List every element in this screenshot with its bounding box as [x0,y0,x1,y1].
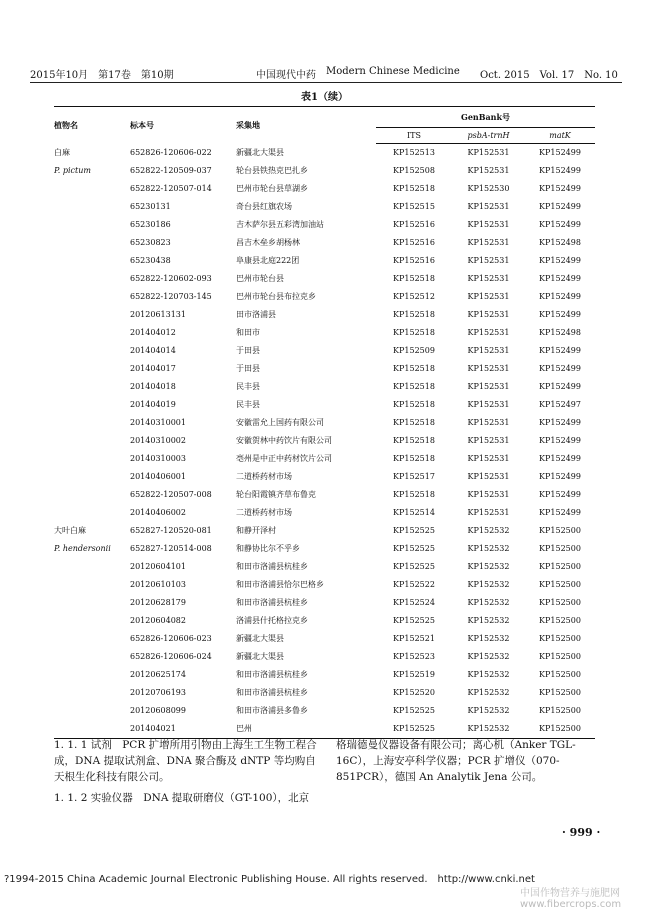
cell-its: KP152518 [393,364,435,373]
cell-its: KP152525 [393,526,435,535]
table-row [54,558,595,576]
cell-location: 和田市洛浦县恰尔巴格乡 [236,580,324,589]
cell-psba: KP152532 [467,526,510,535]
table-row [54,504,595,522]
cell-matk: KP152499 [539,202,581,211]
cell-specimen: 201404018 [130,382,176,391]
cell-plant: 白麻 [54,147,70,157]
cell-matk: KP152500 [539,670,581,679]
cell-its: KP152519 [393,670,435,679]
cell-location: 和田市洛浦县杭桂乡 [236,688,308,697]
cell-plant [54,288,130,306]
cell-specimen: 652822-120602-093 [130,274,212,283]
cell-specimen: 652826-120606-023 [130,634,212,643]
cell-plant [54,702,130,720]
cell-its: KP152517 [393,472,435,481]
cell-psba: KP152531 [467,472,510,481]
cell-its: KP152518 [393,436,435,445]
cell-psba: KP152532 [467,706,510,715]
cell-matk: KP152499 [539,454,581,463]
cell-matk: KP152497 [539,400,581,409]
cell-matk: KP152500 [539,544,581,553]
cell-its: KP152525 [376,720,452,739]
cell-plant [54,684,130,702]
cell-psba: KP152532 [452,720,525,739]
table-row [54,324,595,342]
cell-matk: KP152499 [539,346,581,355]
cell-location: 新疆北大渠县 [236,147,284,157]
cell-its: KP152518 [393,490,435,499]
table-row [54,594,595,612]
cell-its: KP152515 [393,202,435,211]
cell-psba: KP152532 [467,652,510,661]
cell-location: 轮台阳霞镇齐草布鲁克 [236,490,316,499]
cell-its: KP152513 [393,148,435,157]
cell-matk: KP152500 [539,652,581,661]
table-row [54,486,595,504]
cell-specimen: 652827-120520-081 [130,526,212,535]
cell-its: KP152518 [393,184,435,193]
cell-plant [54,630,130,648]
col-header-psba: psbA-trnH [452,128,525,144]
cell-psba: KP152531 [467,490,510,499]
table-row [54,720,595,739]
journal-cn: 中国现代中药 [256,70,316,81]
cell-psba: KP152531 [467,220,510,229]
cell-matk: KP152499 [539,148,581,157]
cell-psba: KP152531 [467,346,510,355]
cell-plant [54,198,130,216]
table-row [54,450,595,468]
cell-plant [54,216,130,234]
table-row [54,576,595,594]
table-row [54,216,595,234]
cell-specimen: 20140310002 [130,436,186,445]
cell-plant [54,612,130,630]
table-row [54,468,595,486]
cell-location: 田市洛浦县 [236,310,276,319]
cell-plant [54,396,130,414]
cell-plant [54,666,130,684]
cell-psba: KP152531 [467,382,510,391]
cell-specimen: 20120608099 [130,706,186,715]
cell-matk: KP152499 [539,220,581,229]
cell-location: 民丰县 [236,400,260,409]
cell-its: KP152508 [393,166,435,175]
table-row [54,540,595,558]
cell-location: 安徽雷允上国药有限公司 [236,418,324,427]
cell-specimen: 20140406002 [130,508,186,517]
cell-specimen: 20120604082 [130,616,186,625]
col-header-its: ITS [376,128,452,144]
cell-location: 亳州是中正中药材饮片公司 [236,454,332,463]
cell-plant [54,324,130,342]
cell-specimen: 652826-120606-022 [130,147,212,157]
table-row [54,630,595,648]
cell-specimen: 652826-120606-024 [130,652,212,661]
cell-matk: KP152498 [539,238,581,247]
cell-psba: KP152531 [467,256,510,265]
cell-psba: KP152531 [467,238,510,247]
cell-plant [54,504,130,522]
cell-its: KP152516 [393,256,435,265]
cell-psba: KP152531 [467,274,510,283]
cell-matk: KP152500 [539,616,581,625]
cell-matk: KP152499 [539,418,581,427]
cell-specimen: 20140310001 [130,418,186,427]
cell-its: KP152525 [393,616,435,625]
cell-specimen: 20120604101 [130,562,186,571]
cell-matk: KP152500 [539,562,581,571]
cell-matk: KP152499 [539,256,581,265]
cell-specimen: 20120613131 [130,310,186,319]
issue-en: Oct. 2015 Vol. 17 No. 10 [480,70,618,81]
cell-specimen: 652827-120514-008 [130,544,212,553]
table-row [54,162,595,180]
cell-plant [54,306,130,324]
right-paragraph-1: 格瑞德曼仪器设备有限公司；离心机（Anker TGL-16C），上海安亭科学仪器；PCR 扩增仪（070-851PCR），德国 An Analytik Jena 公司。 [336,739,576,783]
header-rule [30,82,622,83]
cell-its: KP152518 [393,274,435,283]
cell-specimen: 20140406001 [130,472,186,481]
cell-psba: KP152531 [467,436,510,445]
cell-matk: KP152498 [539,328,581,337]
cell-psba: KP152531 [467,328,510,337]
col-header-genbank: GenBank号 [376,107,595,128]
table-row [54,180,595,198]
cell-specimen: 65230438 [130,256,171,265]
page-number: · 999 · [562,826,601,839]
data-table [54,106,595,739]
table-row [54,360,595,378]
cell-psba: KP152531 [467,508,510,517]
cell-specimen: 20120628179 [130,598,186,607]
cell-location: 二道桥药材市场 [236,508,292,517]
cell-its: KP152518 [393,418,435,427]
cell-plant [54,234,130,252]
cell-psba: KP152531 [467,364,510,373]
cell-psba: KP152532 [467,544,510,553]
cell-psba: KP152532 [467,598,510,607]
cell-matk: KP152500 [525,720,595,739]
cell-psba: KP152532 [467,562,510,571]
cell-matk: KP152500 [539,634,581,643]
cell-its: KP152525 [393,544,435,553]
cell-its: KP152518 [393,400,435,409]
cell-location: 巴州市轮台县草湖乡 [236,184,308,193]
cell-location: 和田市洛浦县杭桂乡 [236,598,308,607]
cell-its: KP152525 [393,562,435,571]
cell-location: 于田县 [236,364,260,373]
cell-matk: KP152500 [539,688,581,697]
cell-psba: KP152531 [467,454,510,463]
cell-location: 和田市洛浦县杭桂乡 [236,562,308,571]
table-row [54,702,595,720]
cell-matk: KP152500 [539,706,581,715]
footer-copyright: ?1994-2015 China Academic Journal Electronic Publishing House. All rights reserved. http://www.cnki.net [4,874,535,885]
cell-its: KP152524 [393,598,435,607]
cell-specimen: 65230186 [130,220,171,229]
cell-plant [54,648,130,666]
cell-plant [54,342,130,360]
cell-psba: KP152531 [467,148,510,157]
cell-location: 奇台县红旗农场 [236,202,292,211]
cell-plant [54,414,130,432]
cell-matk: KP152499 [539,490,581,499]
cell-matk: KP152499 [539,508,581,517]
cell-location: 和静开泽村 [236,526,276,535]
cell-plant [54,576,130,594]
issue-cn: 2015年10月 第17卷 第10期 [30,70,174,81]
table-row [54,432,595,450]
table-row [54,666,595,684]
cell-psba: KP152531 [467,202,510,211]
cell-plant [54,450,130,468]
cell-its: KP152518 [393,328,435,337]
cell-location: 巴州市轮台县布拉克乡 [236,292,316,301]
cell-specimen: 20120625174 [130,670,186,679]
cell-specimen: 201404012 [130,328,176,337]
cell-specimen: 201404021 [130,720,236,739]
cell-its: KP152518 [393,310,435,319]
cell-matk: KP152500 [539,598,581,607]
cell-psba: KP152532 [467,670,510,679]
table-row [54,522,595,540]
table-row [54,234,595,252]
cell-specimen: 652822-120703-145 [130,292,212,301]
table-row [54,378,595,396]
table-row [54,198,595,216]
cell-matk: KP152499 [539,472,581,481]
cell-psba: KP152532 [467,688,510,697]
cell-its: KP152516 [393,220,435,229]
cell-matk: KP152499 [539,292,581,301]
cell-plant [54,252,130,270]
cell-plant [54,378,130,396]
cell-specimen: 652822-120507-008 [130,490,212,499]
cell-plant [54,594,130,612]
table-caption: 表1（续） [301,92,348,103]
cell-specimen: 65230823 [130,238,171,247]
cell-location: 阜康县北庭222团 [236,256,300,265]
cell-psba: KP152532 [467,616,510,625]
col-header-plant: 植物名 [54,120,78,131]
running-header [30,66,622,82]
cell-plant [54,558,130,576]
col-header-matk: matK [525,128,595,144]
table-row [54,414,595,432]
col-header-specimen: 标本号 [130,120,154,131]
cell-location: 吉木萨尔县五彩湾加油站 [236,220,324,229]
cell-location: 洛浦县什托格拉克乡 [236,616,308,625]
cell-location: 于田县 [236,346,260,355]
cell-location: 安徽贺林中药饮片有限公司 [236,436,332,445]
cell-psba: KP152532 [467,580,510,589]
cell-specimen: 20120706193 [130,688,186,697]
col-header-location: 采集地 [236,120,260,131]
cell-specimen: 201404017 [130,364,176,373]
cell-location: 二道桥药材市场 [236,472,292,481]
watermark: 中国作物营养与施肥网 www.fibercrops.com [520,888,622,910]
cell-plant: 大叶白麻 [54,526,86,535]
cell-matk: KP152500 [539,580,581,589]
cell-matk: KP152499 [539,166,581,175]
table-row [54,342,595,360]
cell-its: KP152518 [393,454,435,463]
cell-location: 和田市 [236,328,260,337]
cell-plant [54,432,130,450]
table-row [54,288,595,306]
cell-specimen: 65230131 [130,202,171,211]
cell-its: KP152523 [393,652,435,661]
cell-matk: KP152499 [539,436,581,445]
cell-its: KP152514 [393,508,435,517]
table-row [54,684,595,702]
cell-plant: P. pictum [54,166,91,175]
cell-its: KP152518 [393,382,435,391]
cell-psba: KP152531 [467,400,510,409]
cell-plant [54,270,130,288]
cell-psba: KP152531 [467,166,510,175]
table-row [54,612,595,630]
cell-matk: KP152499 [539,184,581,193]
cell-location: 和田市洛浦县多鲁乡 [236,706,308,715]
table-row [54,396,595,414]
cell-specimen: 20140310003 [130,454,186,463]
cell-psba: KP152530 [467,184,510,193]
cell-location: 新疆北大渠县 [236,634,284,643]
cell-specimen: 652822-120507-014 [130,184,212,193]
table-row [54,306,595,324]
cell-psba: KP152532 [467,634,510,643]
cell-specimen: 652822-120509-037 [130,166,212,175]
cell-its: KP152525 [393,706,435,715]
table-row [54,252,595,270]
cell-matk: KP152499 [539,310,581,319]
table-row [54,144,595,163]
cell-location: 新疆北大渠县 [236,652,284,661]
cell-matk: KP152499 [539,364,581,373]
cell-its: KP152512 [393,292,435,301]
cell-plant [54,486,130,504]
table-row [54,648,595,666]
cell-location: 和静协比尔不乎乡 [236,544,300,553]
cell-location: 和田市洛浦县杭桂乡 [236,670,308,679]
left-paragraph-1: 1. 1. 1 试剂 PCR 扩增所用引物由上海生工生物工程合成，DNA 提取试剂盒、DNA 聚合酶及 dNTP 等均购自天根生化科技有限公司。 [54,739,317,783]
left-paragraph-2: 1. 1. 2 实验仪器 DNA 提取研磨仪（GT-100），北京 [54,792,310,804]
cell-matk: KP152500 [539,526,581,535]
cell-psba: KP152531 [467,310,510,319]
cell-plant [54,180,130,198]
cell-location: 昌吉木垒乡胡杨林 [236,238,300,247]
cell-specimen: 201404019 [130,400,176,409]
cell-plant [54,468,130,486]
cell-matk: KP152499 [539,274,581,283]
cell-specimen: 20120610103 [130,580,186,589]
cell-plant [54,360,130,378]
cell-its: KP152509 [393,346,435,355]
cell-specimen: 201404014 [130,346,176,355]
cell-its: KP152521 [393,634,435,643]
cell-location: 巴州市轮台县 [236,274,284,283]
cell-plant: P. hendersonii [54,544,111,553]
table-body [54,144,595,739]
cell-psba: KP152531 [467,292,510,301]
cell-matk: KP152499 [539,382,581,391]
journal-en: Modern Chinese Medicine [326,66,460,77]
cell-location: 巴州 [236,720,376,739]
cell-psba: KP152531 [467,418,510,427]
cell-location: 民丰县 [236,382,260,391]
cell-plant [54,720,130,739]
table-row [54,270,595,288]
cell-its: KP152516 [393,238,435,247]
cell-its: KP152522 [393,580,435,589]
cell-its: KP152520 [393,688,435,697]
cell-location: 轮台县铁热克巴扎乡 [236,166,308,175]
